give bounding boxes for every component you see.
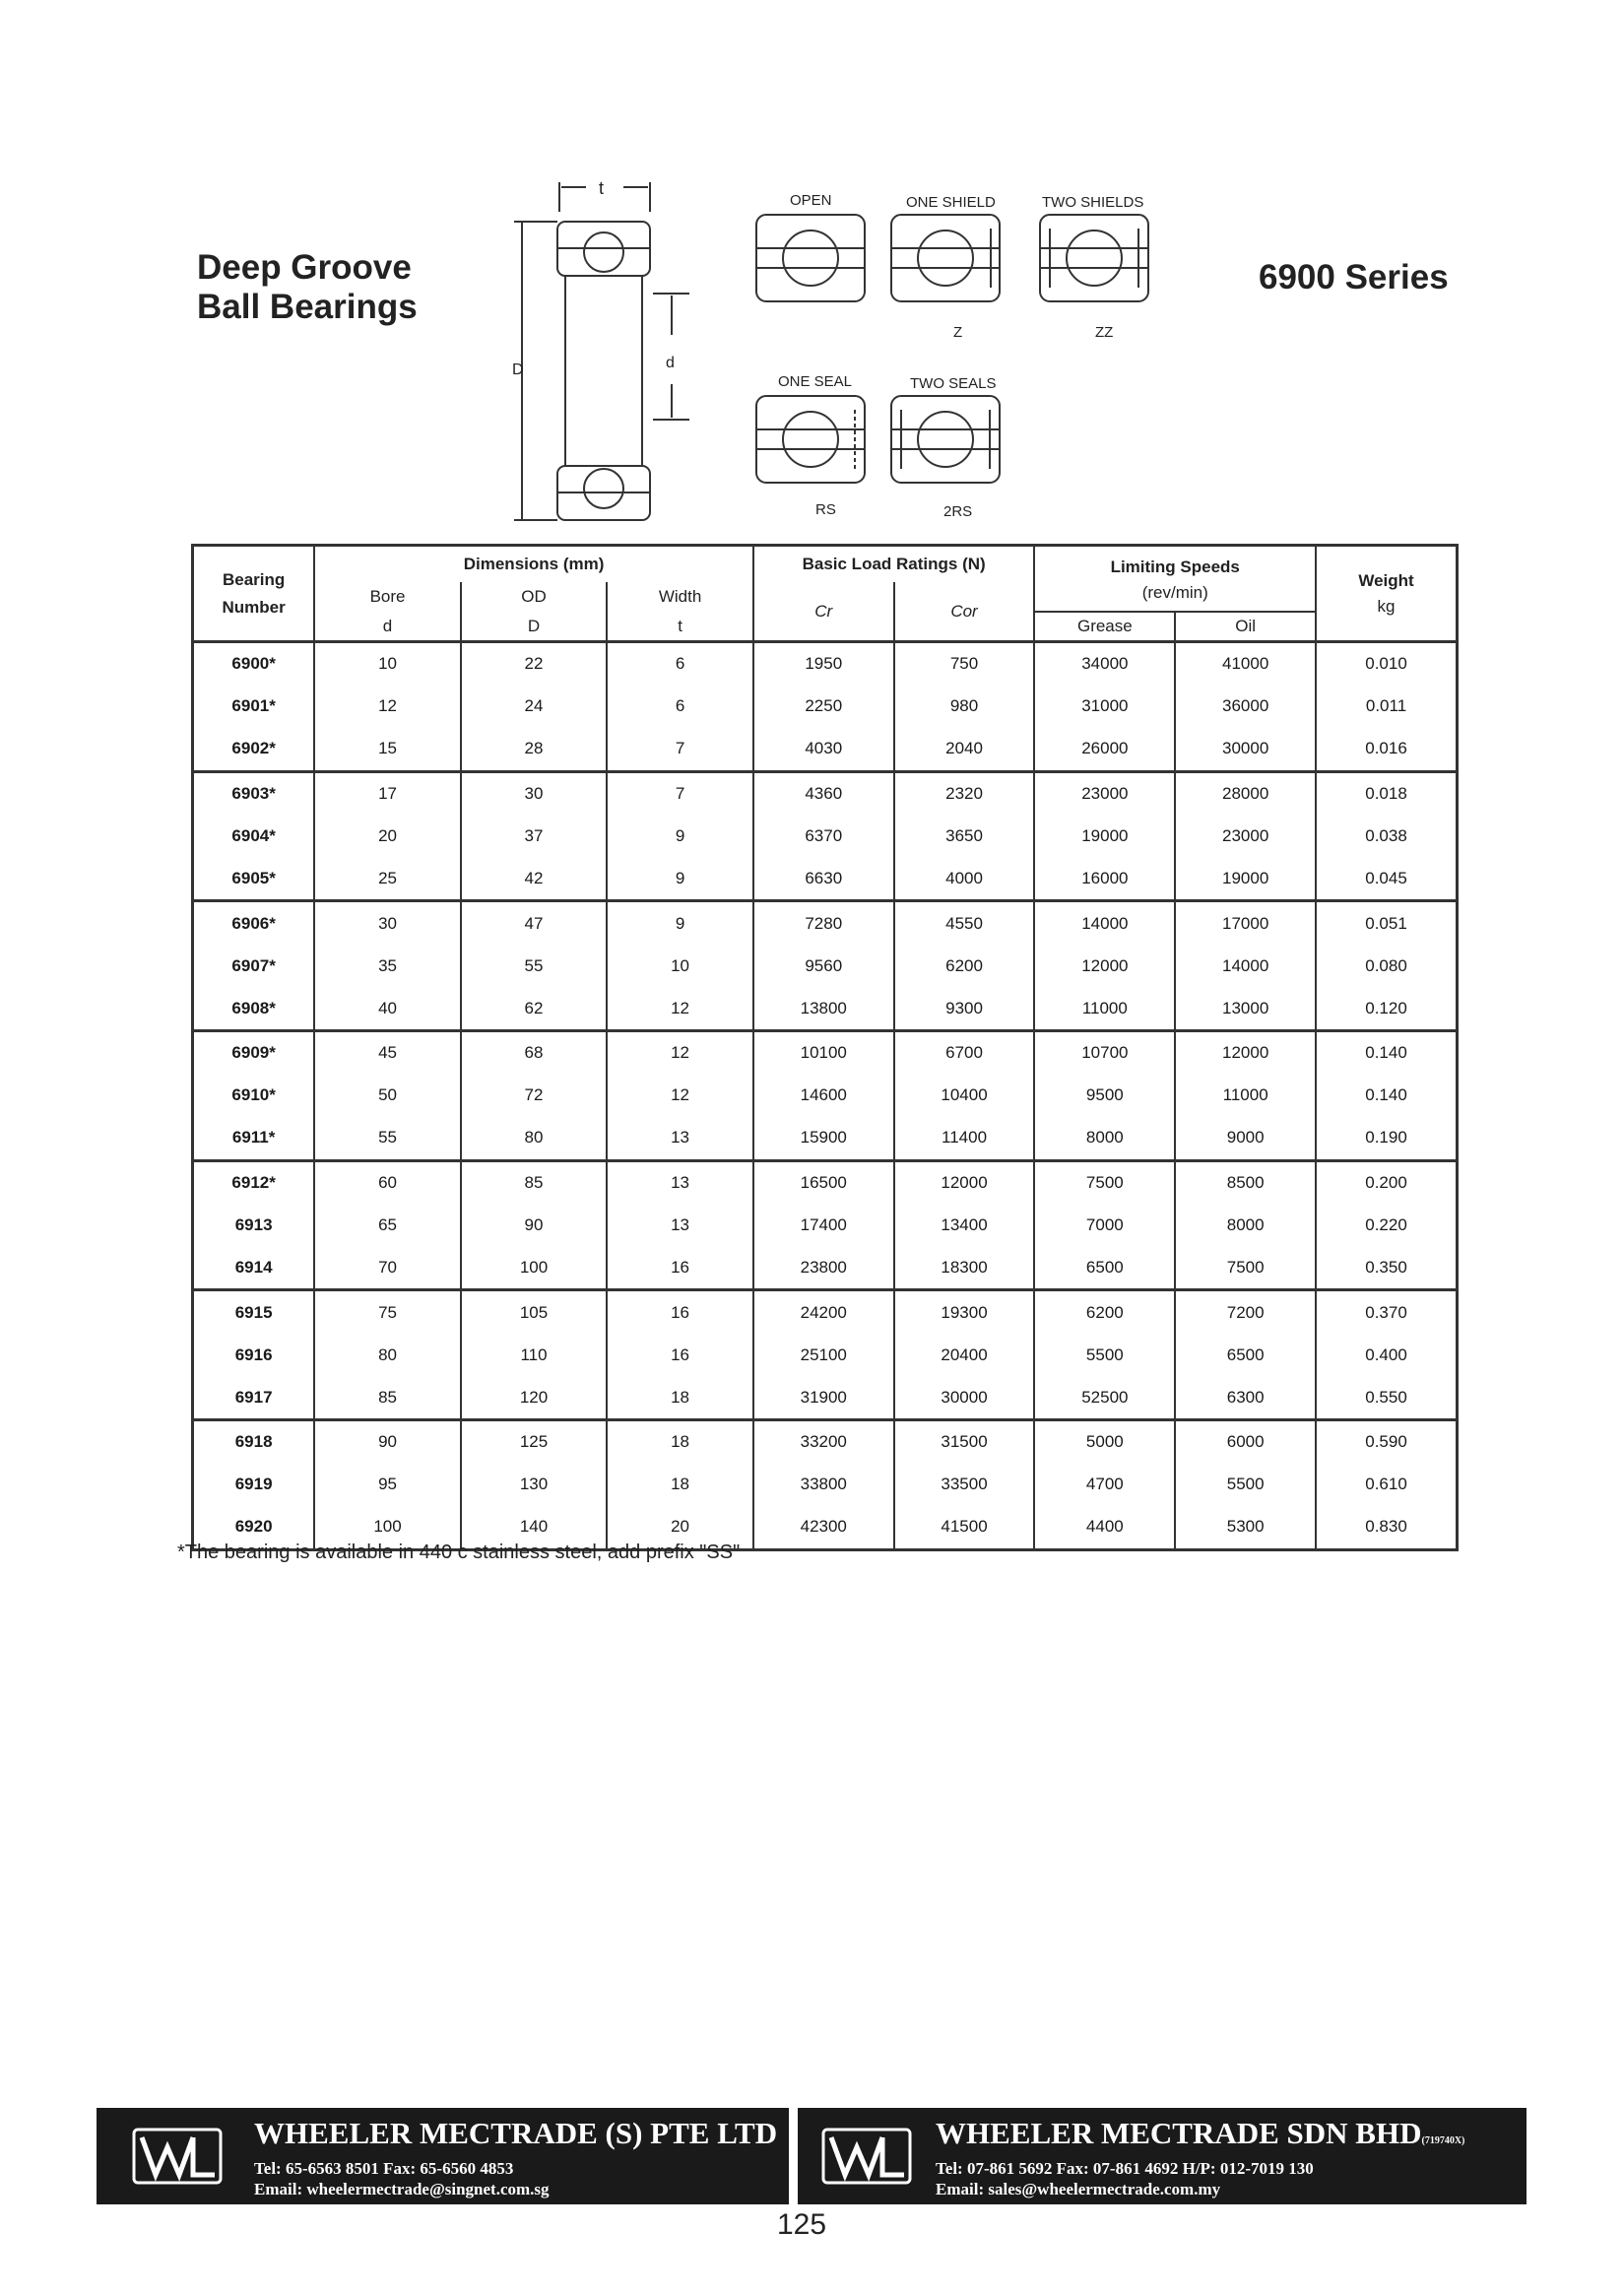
bearing-number-cell: 6906* xyxy=(231,913,276,933)
series-label: 6900 Series xyxy=(1259,258,1449,296)
table-cell: 16 xyxy=(607,1246,753,1289)
table-cell: 14600 xyxy=(753,1075,894,1117)
header-width: Width xyxy=(607,582,753,612)
table-cell: 13000 xyxy=(1175,987,1316,1030)
header-bearing: Bearing xyxy=(222,569,286,589)
table-row xyxy=(193,901,1458,945)
table-row xyxy=(193,1205,1458,1247)
table-row xyxy=(193,1160,1458,1204)
table-cell: 30000 xyxy=(894,1376,1035,1419)
table-cell: 42 xyxy=(461,857,607,900)
company-name-sg: WHEELER MECTRADE (S) PTE LTD xyxy=(254,2116,778,2150)
table-cell: 55 xyxy=(314,1117,461,1160)
table-cell: 6370 xyxy=(753,816,894,858)
table-cell: 11000 xyxy=(1175,1075,1316,1117)
footer-singapore xyxy=(97,2108,791,2204)
table-row xyxy=(193,857,1458,900)
table-cell: 6000 xyxy=(1175,1420,1316,1464)
table-cell: 4030 xyxy=(753,728,894,771)
table-cell: 110 xyxy=(461,1334,607,1376)
bearing-number-cell: 6902* xyxy=(193,728,315,771)
table-cell: 35 xyxy=(314,945,461,987)
company-tel-my: Tel: 07-861 5692 Fax: 07-861 4692 H/P: 012-7019 130 xyxy=(936,2159,1314,2178)
bearing-number-cell: 6908* xyxy=(193,987,315,1030)
table-cell: 8500 xyxy=(1175,1160,1316,1204)
table-cell: 4360 xyxy=(753,771,894,815)
bearing-number-cell: 6919 xyxy=(234,1475,273,1494)
table-cell: 26000 xyxy=(1034,728,1175,771)
table-cell: 0.350 xyxy=(1316,1246,1457,1289)
table-cell: 9300 xyxy=(894,987,1035,1030)
table-cell: 5000 xyxy=(1034,1420,1175,1464)
table-cell: 4550 xyxy=(894,901,1035,945)
header-limiting: Limiting Speeds xyxy=(1110,558,1240,576)
page-number: 125 xyxy=(777,2208,827,2241)
table-cell: 14000 xyxy=(1034,901,1175,945)
table-cell: 72 xyxy=(461,1075,607,1117)
one-seal-label: ONE SEAL xyxy=(778,373,853,390)
table-cell: 90 xyxy=(461,1205,607,1247)
table-cell: 12000 xyxy=(1034,945,1175,987)
table-cell: 34000 xyxy=(1034,642,1175,686)
table-cell: 85 xyxy=(314,1376,461,1419)
table-cell: 6 xyxy=(607,686,753,728)
table-cell: 40 xyxy=(314,987,461,1030)
table-row xyxy=(193,945,1458,987)
table-cell: 85 xyxy=(461,1160,607,1204)
company-logo-icon xyxy=(821,2126,912,2187)
table-cell: 65 xyxy=(314,1205,461,1247)
table-cell: 7200 xyxy=(1175,1290,1316,1334)
table-cell: 60 xyxy=(314,1160,461,1204)
table-cell: 19300 xyxy=(894,1290,1035,1334)
table-cell: 6 xyxy=(607,642,753,686)
table-cell: 120 xyxy=(461,1376,607,1419)
d-label: d xyxy=(666,355,675,371)
footer-banner xyxy=(97,2108,1527,2204)
table-cell: 6630 xyxy=(753,857,894,900)
table-cell: 1950 xyxy=(753,642,894,686)
bearing-number-cell: 6900* xyxy=(231,654,276,674)
table-cell: 0.018 xyxy=(1316,771,1457,815)
table-cell: 15 xyxy=(314,728,461,771)
company-logo-icon xyxy=(132,2126,223,2187)
bearing-number-cell: 6920 xyxy=(234,1517,273,1537)
table-cell: 95 xyxy=(314,1464,461,1506)
table-cell: 9000 xyxy=(1175,1117,1316,1160)
table-row xyxy=(193,1334,1458,1376)
table-cell: 750 xyxy=(894,642,1035,686)
table-row xyxy=(193,771,1458,815)
table-cell: 10 xyxy=(314,642,461,686)
variant-one-seal-drawing xyxy=(756,396,865,483)
table-cell: 22 xyxy=(461,642,607,686)
table-cell: 0.370 xyxy=(1316,1290,1457,1334)
one-shield-label: ONE SHIELD xyxy=(906,194,996,211)
table-cell: 0.550 xyxy=(1316,1376,1457,1419)
table-cell: 10 xyxy=(607,945,753,987)
table-cell: 0.011 xyxy=(1316,686,1457,728)
header-weight: Weight xyxy=(1358,570,1414,590)
table-cell: 9 xyxy=(607,857,753,900)
table-row xyxy=(193,1031,1458,1075)
z-label: Z xyxy=(953,324,963,341)
company-email-my: Email: sales@wheelermectrade.com.my xyxy=(936,2180,1221,2198)
header-oil: Oil xyxy=(1175,612,1316,642)
header-od-sym: D xyxy=(461,612,607,642)
table-cell: 5300 xyxy=(1175,1506,1316,1549)
table-cell: 19000 xyxy=(1034,816,1175,858)
table-cell: 9 xyxy=(607,816,753,858)
header-kg: kg xyxy=(1377,596,1396,616)
table-cell: 33200 xyxy=(753,1420,894,1464)
table-cell: 16 xyxy=(607,1334,753,1376)
header-cr: Cr xyxy=(753,582,894,642)
table-cell: 0.080 xyxy=(1316,945,1457,987)
table-cell: 4700 xyxy=(1034,1464,1175,1506)
header-bearing-number xyxy=(193,546,315,642)
table-cell: 28 xyxy=(461,728,607,771)
table-cell: 0.190 xyxy=(1316,1117,1457,1160)
table-cell: 18 xyxy=(607,1376,753,1419)
header-limiting-speeds xyxy=(1034,546,1316,613)
table-cell: 8000 xyxy=(1034,1117,1175,1160)
table-cell: 0.045 xyxy=(1316,857,1457,900)
bearing-diagram xyxy=(492,167,1182,532)
company-email-sg: Email: wheelermectrade@singnet.com.sg xyxy=(254,2180,550,2198)
table-cell: 12 xyxy=(607,987,753,1030)
table-cell: 16000 xyxy=(1034,857,1175,900)
table-cell: 20 xyxy=(314,816,461,858)
table-cell: 16500 xyxy=(753,1160,894,1204)
table-cell: 31000 xyxy=(1034,686,1175,728)
table-cell: 0.400 xyxy=(1316,1334,1457,1376)
bearing-number-cell: 6910* xyxy=(231,1085,276,1105)
table-row xyxy=(193,816,1458,858)
header-grease: Grease xyxy=(1034,612,1175,642)
bearing-number-cell: 6907* xyxy=(231,955,276,975)
table-cell: 4400 xyxy=(1034,1506,1175,1549)
table-cell: 37 xyxy=(461,816,607,858)
table-cell: 47 xyxy=(461,901,607,945)
table-cell: 31500 xyxy=(894,1420,1035,1464)
table-cell: 9560 xyxy=(753,945,894,987)
header-width-sym: t xyxy=(607,612,753,642)
table-cell: 0.120 xyxy=(1316,987,1457,1030)
table-cell: 0.830 xyxy=(1316,1506,1457,1549)
table-cell: 0.051 xyxy=(1316,901,1457,945)
table-cell: 45 xyxy=(314,1031,461,1075)
table-cell: 20 xyxy=(607,1506,753,1549)
D-label: D xyxy=(512,361,524,378)
table-cell: 8000 xyxy=(1175,1205,1316,1247)
table-cell: 16 xyxy=(607,1290,753,1334)
bearing-number-cell: 6903* xyxy=(231,784,276,804)
rs-label: RS xyxy=(815,501,836,518)
variant-one-shield-drawing xyxy=(891,215,1000,301)
table-cell: 30 xyxy=(314,901,461,945)
table-cell: 0.610 xyxy=(1316,1464,1457,1506)
table-row xyxy=(193,1420,1458,1464)
header-bore: Bore xyxy=(314,582,461,612)
table-cell: 125 xyxy=(461,1420,607,1464)
table-row xyxy=(193,987,1458,1030)
table-cell: 4000 xyxy=(894,857,1035,900)
table-cell: 13 xyxy=(607,1160,753,1204)
table-cell: 9 xyxy=(607,901,753,945)
table-cell: 12 xyxy=(314,686,461,728)
table-cell: 5500 xyxy=(1034,1334,1175,1376)
table-cell: 7 xyxy=(607,728,753,771)
bearing-number-cell: 6912* xyxy=(231,1173,276,1193)
table-cell: 18 xyxy=(607,1464,753,1506)
table-cell: 6500 xyxy=(1034,1246,1175,1289)
table-cell: 75 xyxy=(314,1290,461,1334)
variant-open-drawing xyxy=(756,215,865,301)
table-cell: 0.016 xyxy=(1316,728,1457,771)
table-cell: 41500 xyxy=(894,1506,1035,1549)
table-cell: 50 xyxy=(314,1075,461,1117)
table-cell: 52500 xyxy=(1034,1376,1175,1419)
open-label: OPEN xyxy=(790,192,832,209)
table-cell: 30 xyxy=(461,771,607,815)
table-row xyxy=(193,1290,1458,1334)
bearing-number-cell: 6915 xyxy=(234,1302,273,1322)
table-cell: 7 xyxy=(607,771,753,815)
bearing-number-cell: 6918 xyxy=(234,1432,273,1452)
table-cell: 105 xyxy=(461,1290,607,1334)
table-cell: 42300 xyxy=(753,1506,894,1549)
table-cell: 17400 xyxy=(753,1205,894,1247)
table-cell: 12000 xyxy=(894,1160,1035,1204)
table-cell: 2040 xyxy=(894,728,1035,771)
table-row xyxy=(193,1246,1458,1289)
bearing-number-cell: 6904* xyxy=(231,826,276,845)
variant-two-shields-drawing xyxy=(1040,215,1148,301)
table-cell: 0.010 xyxy=(1316,642,1457,686)
table-cell: 5500 xyxy=(1175,1464,1316,1506)
table-cell: 12000 xyxy=(1175,1031,1316,1075)
table-cell: 0.140 xyxy=(1316,1075,1457,1117)
table-cell: 31900 xyxy=(753,1376,894,1419)
table-cell: 23800 xyxy=(753,1246,894,1289)
table-cell: 23000 xyxy=(1175,816,1316,858)
table-cell: 11400 xyxy=(894,1117,1035,1160)
company-tel-sg: Tel: 65-6563 8501 Fax: 65-6560 4853 xyxy=(254,2159,514,2178)
cross-section-drawing xyxy=(514,182,689,520)
two-shields-label: TWO SHIELDS xyxy=(1042,194,1144,211)
bearing-number-cell: 6913 xyxy=(234,1215,273,1235)
table-cell: 9500 xyxy=(1034,1075,1175,1117)
table-cell: 6200 xyxy=(1034,1290,1175,1334)
bearing-number-cell: 6914 xyxy=(193,1246,315,1289)
table-cell: 80 xyxy=(314,1334,461,1376)
table-cell: 2320 xyxy=(894,771,1035,815)
header-bore-sym: d xyxy=(314,612,461,642)
bearing-number-cell: 6905* xyxy=(193,857,315,900)
table-cell: 2250 xyxy=(753,686,894,728)
table-cell: 7500 xyxy=(1034,1160,1175,1204)
table-cell: 23000 xyxy=(1034,771,1175,815)
table-cell: 6200 xyxy=(894,945,1035,987)
2rs-label: 2RS xyxy=(943,503,973,520)
table-cell: 13 xyxy=(607,1205,753,1247)
table-row xyxy=(193,1464,1458,1506)
table-cell: 90 xyxy=(314,1420,461,1464)
header-weight-cell xyxy=(1316,546,1457,642)
table-cell: 10400 xyxy=(894,1075,1035,1117)
table-row xyxy=(193,1117,1458,1160)
two-seals-label: TWO SEALS xyxy=(910,375,997,392)
table-cell: 33800 xyxy=(753,1464,894,1506)
table-body xyxy=(193,642,1458,1550)
zz-label: ZZ xyxy=(1095,324,1114,341)
table-cell: 0.038 xyxy=(1316,816,1457,858)
header-dimensions: Dimensions (mm) xyxy=(314,546,753,583)
table-cell: 17000 xyxy=(1175,901,1316,945)
table-cell: 6700 xyxy=(894,1031,1035,1075)
header-number: Number xyxy=(222,597,286,617)
table-cell: 980 xyxy=(894,686,1035,728)
table-cell: 30000 xyxy=(1175,728,1316,771)
table-cell: 6300 xyxy=(1175,1376,1316,1419)
table-cell: 7280 xyxy=(753,901,894,945)
table-cell: 80 xyxy=(461,1117,607,1160)
title-line-1: Deep Groove xyxy=(197,248,412,287)
bearing-number-cell: 6909* xyxy=(231,1043,276,1063)
t-label: t xyxy=(599,178,605,198)
table-cell: 15900 xyxy=(753,1117,894,1160)
bearing-number-cell: 6916 xyxy=(234,1345,273,1364)
table-cell: 0.590 xyxy=(1316,1420,1457,1464)
table-cell: 33500 xyxy=(894,1464,1035,1506)
table-cell: 140 xyxy=(461,1506,607,1549)
table-row xyxy=(193,642,1458,686)
table-cell: 36000 xyxy=(1175,686,1316,728)
company-name-my-text: WHEELER MECTRADE SDN BHD xyxy=(936,2116,1422,2150)
footer-malaysia xyxy=(798,2108,1527,2204)
table-cell: 24200 xyxy=(753,1290,894,1334)
bearing-number-cell: 6911* xyxy=(193,1117,315,1160)
header-basic-load: Basic Load Ratings (N) xyxy=(753,546,1035,583)
table-cell: 13800 xyxy=(753,987,894,1030)
table-cell: 55 xyxy=(461,945,607,987)
table-cell: 6500 xyxy=(1175,1334,1316,1376)
table-cell: 20400 xyxy=(894,1334,1035,1376)
table-row xyxy=(193,728,1458,771)
table-cell: 12 xyxy=(607,1075,753,1117)
header-od: OD xyxy=(461,582,607,612)
table-cell: 3650 xyxy=(894,816,1035,858)
table-row xyxy=(193,1376,1458,1419)
table-cell: 13400 xyxy=(894,1205,1035,1247)
footnote: *The bearing is available in 440 c stainless steel, add prefix "SS" xyxy=(177,1542,741,1563)
variant-two-seals-drawing xyxy=(891,396,1000,483)
page-title xyxy=(197,248,418,327)
table-cell: 70 xyxy=(314,1246,461,1289)
table-cell: 0.220 xyxy=(1316,1205,1457,1247)
table-cell: 100 xyxy=(461,1246,607,1289)
table-cell: 14000 xyxy=(1175,945,1316,987)
table-cell: 10700 xyxy=(1034,1031,1175,1075)
company-reg-my: (719740X) xyxy=(1421,2135,1465,2146)
table-cell: 0.140 xyxy=(1316,1031,1457,1075)
bearing-number-cell: 6917 xyxy=(193,1376,315,1419)
table-cell: 18 xyxy=(607,1420,753,1464)
table-cell: 25100 xyxy=(753,1334,894,1376)
table-cell: 12 xyxy=(607,1031,753,1075)
table-cell: 100 xyxy=(314,1506,461,1549)
table-row xyxy=(193,1075,1458,1117)
table-cell: 0.200 xyxy=(1316,1160,1457,1204)
company-name-my xyxy=(936,2116,1464,2151)
table-cell: 11000 xyxy=(1034,987,1175,1030)
bearing-spec-table xyxy=(191,544,1459,1551)
table-row xyxy=(193,686,1458,728)
table-cell: 7500 xyxy=(1175,1246,1316,1289)
table-cell: 19000 xyxy=(1175,857,1316,900)
bearing-number-cell: 6901* xyxy=(231,696,276,716)
table-cell: 130 xyxy=(461,1464,607,1506)
table-cell: 41000 xyxy=(1175,642,1316,686)
table-cell: 18300 xyxy=(894,1246,1035,1289)
footer-divider xyxy=(789,2108,798,2204)
table-cell: 28000 xyxy=(1175,771,1316,815)
table-cell: 7000 xyxy=(1034,1205,1175,1247)
table-cell: 13 xyxy=(607,1117,753,1160)
table-cell: 62 xyxy=(461,987,607,1030)
header-cor: Cor xyxy=(894,582,1035,642)
table-cell: 17 xyxy=(314,771,461,815)
table-cell: 24 xyxy=(461,686,607,728)
table-cell: 10100 xyxy=(753,1031,894,1075)
title-line-2: Ball Bearings xyxy=(197,288,418,326)
header-revmin: (rev/min) xyxy=(1141,583,1208,602)
table-cell: 25 xyxy=(314,857,461,900)
table-cell: 68 xyxy=(461,1031,607,1075)
